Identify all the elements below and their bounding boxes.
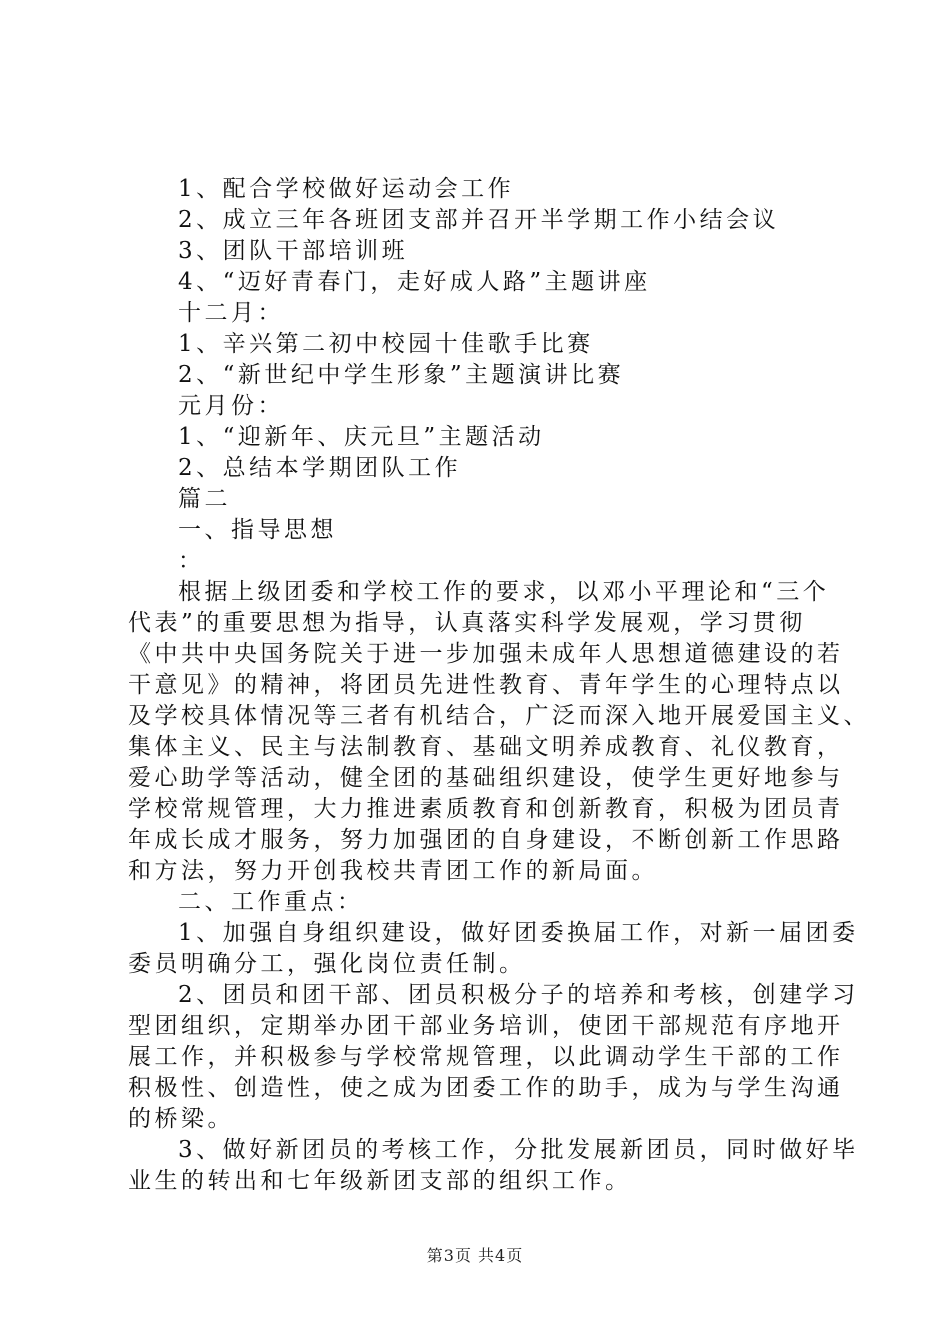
document-body xyxy=(128,174,870,1197)
paragraph-focus-3 xyxy=(128,1135,859,1197)
paragraph-line: 集体主义、民主与法制教育、基础文明养成教育、礼仪教育， xyxy=(128,734,844,760)
paragraph-line: 和方法，努力开创我校共青团工作的新局面。 xyxy=(128,858,658,884)
paragraph-line: 年成长成才服务，努力加强团的自身建设，不断创新工作思路 xyxy=(128,827,844,853)
paragraph-line: 干意见》的精神，将团员先进性教育、青年学生的心理特点以 xyxy=(128,672,844,698)
paragraph-line: 委员明确分工，强化岗位责任制。 xyxy=(128,951,526,977)
paragraph-first-line: 1、加强自身组织建设，做好团委换届工作，对新一届团委 xyxy=(178,920,859,946)
section-heading: 一、指导思想 xyxy=(178,517,337,543)
section-heading: 元月份： xyxy=(178,393,284,419)
paragraph-focus-2 xyxy=(128,980,859,1135)
text-line: 1、配合学校做好运动会工作 xyxy=(178,176,515,202)
paragraph-first-line: 2、团员和团干部、团员积极分子的培养和考核，创建学习 xyxy=(178,982,859,1008)
paragraph-line: 型团组织，定期举办团干部业务培训，使团干部规范有序地开 xyxy=(128,1013,844,1039)
paragraph-first-line: 根据上级团委和学校工作的要求，以邓小平理论和“三个 xyxy=(178,579,830,605)
part-heading: 篇二 xyxy=(178,486,231,512)
paragraph-line: 及学校具体情况等三者有机结合，广泛而深入地开展爱国主义、 xyxy=(128,703,870,729)
paragraph-first-line: 3、做好新团员的考核工作，分批发展新团员，同时做好毕 xyxy=(178,1137,859,1163)
text-line: 1、“迎新年、庆元旦”主题活动 xyxy=(178,424,545,450)
page-number-footer: 第3页 共4页 xyxy=(426,1246,524,1265)
paragraph-line: 展工作，并积极参与学校常规管理，以此调动学生干部的工作 xyxy=(128,1044,844,1070)
section-heading: 十二月： xyxy=(178,300,284,326)
paragraph-line: 爱心助学等活动，健全团的基础组织建设，使学生更好地参与 xyxy=(128,765,844,791)
paragraph-line: 积极性、创造性，使之成为团委工作的助手，成为与学生沟通 xyxy=(128,1075,844,1101)
paragraph-line: 《中共中央国务院关于进一步加强未成年人思想道德建设的若 xyxy=(128,641,844,667)
paragraph-line: 代表”的重要思想为指导，认真落实科学发展观，学习贯彻 xyxy=(128,610,806,636)
text-line: 2、总结本学期团队工作 xyxy=(178,455,462,481)
paragraph-line: 学校常规管理，大力推进素质教育和创新教育，积极为团员青 xyxy=(128,796,844,822)
paragraph-line: 的桥梁。 xyxy=(128,1106,234,1132)
text-line: 2、“新世纪中学生形象”主题演讲比赛 xyxy=(178,362,625,388)
paragraph-line: 业生的转出和七年级新团支部的组织工作。 xyxy=(128,1168,632,1194)
text-line: 3、团队干部培训班 xyxy=(178,238,409,264)
text-line: 1、辛兴第二初中校园十佳歌手比赛 xyxy=(178,331,594,357)
section-heading: 二、工作重点： xyxy=(178,889,364,915)
text-line: 4、“迈好青春门，走好成人路”主题讲座 xyxy=(178,269,651,295)
paragraph-guiding-thought xyxy=(128,577,870,887)
text-line: 2、成立三年各班团支部并召开半学期工作小结会议 xyxy=(178,207,780,233)
text-line: ： xyxy=(178,548,205,574)
paragraph-focus-1 xyxy=(128,918,859,980)
